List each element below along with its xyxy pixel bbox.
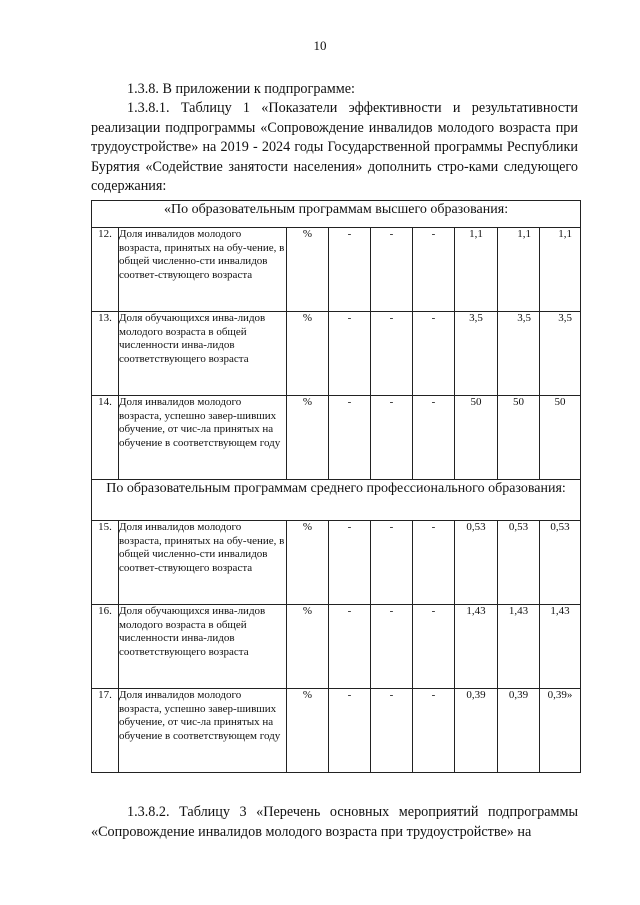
value-cell: -: [413, 228, 455, 312]
value-cell: 3,5: [498, 312, 540, 396]
paragraph-1-3-8-1: [91, 99, 578, 197]
value-cell: 50: [498, 396, 540, 480]
value-cell: 0,39: [498, 689, 540, 773]
value-cell: -: [413, 689, 455, 773]
value-cell: 1,43: [455, 605, 498, 689]
indicator-name: Доля инвалидов молодого возраста, успешно завер-шивших обучение, от чис-ла принятых на обучение в соответствующем году: [119, 689, 287, 773]
value-cell: -: [413, 396, 455, 480]
paragraph-1-3-8: [91, 80, 578, 100]
value-cell: 0,39»: [540, 689, 581, 773]
value-cell: -: [329, 521, 371, 605]
value-cell: -: [371, 312, 413, 396]
unit-cell: %: [287, 312, 329, 396]
value-cell: 50: [540, 396, 581, 480]
row-number: 12.: [92, 228, 119, 312]
paragraph-1-3-8-2: [91, 803, 578, 842]
indicator-name: Доля инвалидов молодого возраста, принятых на обу-чение, в общей численно-сти инвалидов соответ-ствующего возраста: [119, 521, 287, 605]
value-cell: 1,1: [498, 228, 540, 312]
indicator-name: Доля инвалидов молодого возраста, успешно завер-шивших обучение, от чис-ла принятых на обучение в соответствующем году: [119, 396, 287, 480]
unit-cell: %: [287, 605, 329, 689]
row-number: 17.: [92, 689, 119, 773]
row-number: 14.: [92, 396, 119, 480]
row-number: 15.: [92, 521, 119, 605]
paragraph-1-3-8-1-text: 1.3.8.1. Таблицу 1 «Показатели эффективности и результативности реализации подпрограммы «Сопровождение инвалидов молодого возраста при трудоустройстве» на 2019 - 2024 годы Государственной программы Республики Бурятия «Содействие занятости населения» дополнить стро-ками следующего содержания:: [91, 100, 578, 194]
value-cell: -: [371, 396, 413, 480]
value-cell: 1,1: [455, 228, 498, 312]
table-row: [92, 312, 581, 396]
unit-cell: %: [287, 521, 329, 605]
indicator-name: Доля обучающихся инва-лидов молодого возраста в общей численности инва-лидов соответствующего возраста: [119, 605, 287, 689]
value-cell: -: [413, 521, 455, 605]
value-cell: 3,5: [540, 312, 581, 396]
table-row: [92, 689, 581, 773]
value-cell: -: [413, 605, 455, 689]
value-cell: -: [371, 521, 413, 605]
indicator-name: Доля инвалидов молодого возраста, принятых на обу-чение, в общей численно-сти инвалидов соответ-ствующего возраста: [119, 228, 287, 312]
table-row: [92, 396, 581, 480]
value-cell: 0,53: [498, 521, 540, 605]
value-cell: 1,1: [540, 228, 581, 312]
value-cell: -: [371, 689, 413, 773]
section-title-vocational-education: По образовательным программам среднего профессионального образования:: [92, 480, 581, 521]
value-cell: 0,53: [540, 521, 581, 605]
section-row-vocational-education: [92, 480, 581, 521]
indicator-name: Доля обучающихся инва-лидов молодого возраста в общей численности инва-лидов соответствующего возраста: [119, 312, 287, 396]
value-cell: 50: [455, 396, 498, 480]
value-cell: 3,5: [455, 312, 498, 396]
unit-cell: %: [287, 228, 329, 312]
section-title-higher-education: «По образовательным программам высшего образования:: [92, 201, 581, 228]
table-row: [92, 521, 581, 605]
value-cell: -: [329, 312, 371, 396]
indicators-table: [91, 200, 581, 773]
paragraph-1-3-8-2-text: 1.3.8.2. Таблицу 3 «Перечень основных мероприятий подпрограммы «Сопровождение инвалидов молодого возраста при трудоустройстве» на: [91, 804, 578, 840]
value-cell: -: [413, 312, 455, 396]
page-number: 10: [313, 38, 327, 53]
paragraph-1-3-8-text: 1.3.8. В приложении к подпрограмме:: [127, 81, 355, 97]
value-cell: 0,53: [455, 521, 498, 605]
value-cell: 1,43: [498, 605, 540, 689]
table-row: [92, 605, 581, 689]
value-cell: -: [329, 228, 371, 312]
value-cell: 1,43: [540, 605, 581, 689]
value-cell: -: [329, 396, 371, 480]
value-cell: -: [371, 605, 413, 689]
table-row: [92, 228, 581, 312]
row-number: 16.: [92, 605, 119, 689]
value-cell: 0,39: [455, 689, 498, 773]
unit-cell: %: [287, 396, 329, 480]
value-cell: -: [329, 605, 371, 689]
row-number: 13.: [92, 312, 119, 396]
section-row-higher-education: [92, 201, 581, 228]
value-cell: -: [371, 228, 413, 312]
unit-cell: %: [287, 689, 329, 773]
value-cell: -: [329, 689, 371, 773]
